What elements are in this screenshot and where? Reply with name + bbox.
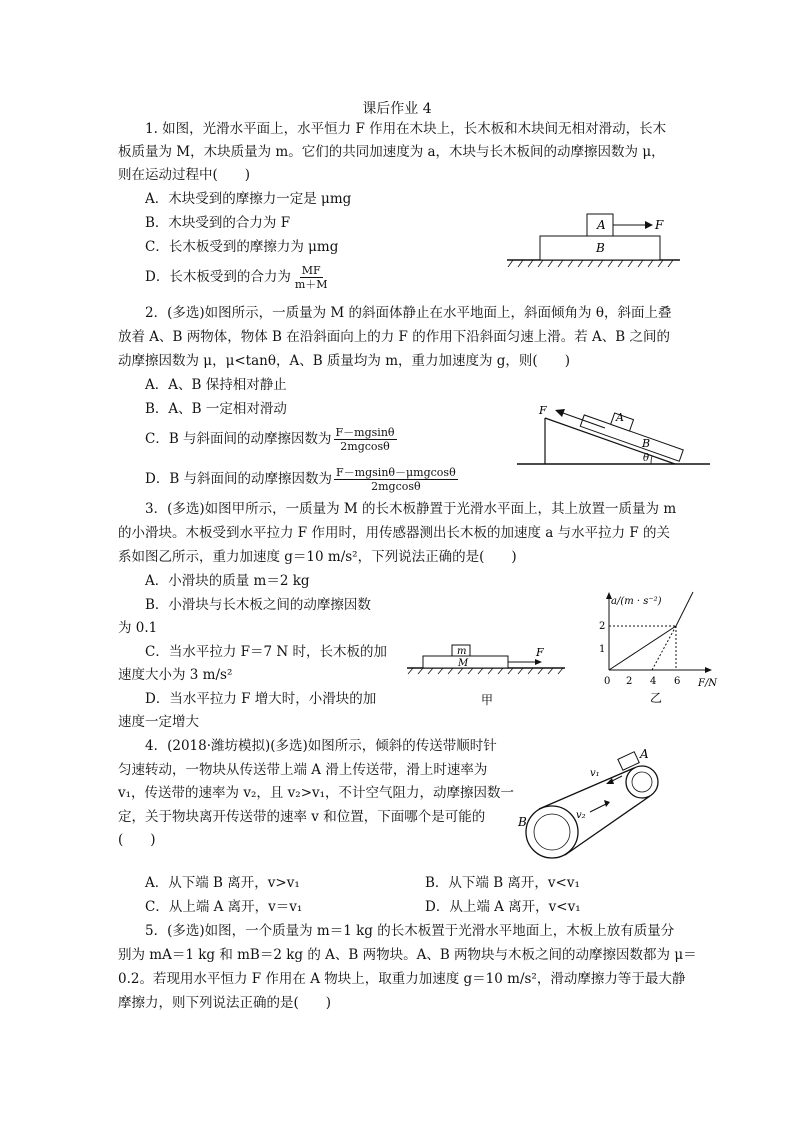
q1-option-c: C．长木板受到的摩擦力为 μmg <box>145 239 339 255</box>
q4-stem-line-5: ( ) <box>118 832 156 848</box>
line-segment-1 <box>609 626 676 670</box>
q4-option-b: B．从下端 B 离开，v<v₁ <box>425 875 580 891</box>
page-title: 课后作业 4 <box>362 101 432 117</box>
v2-arrow-icon <box>604 800 610 807</box>
force-label: F <box>536 646 544 659</box>
block-a-label: A <box>597 218 606 232</box>
q4-option-d: D．从上端 A 离开，v<v₁ <box>425 899 581 915</box>
q2-option-d <box>145 466 458 493</box>
upper-pulley <box>626 766 658 798</box>
fraction-numerator: F－mgsinθ－μmgcosθ <box>336 466 456 479</box>
force-arrow-icon <box>645 221 653 229</box>
fraction-numerator: MF <box>301 264 321 277</box>
q2-option-c <box>145 426 397 453</box>
fraction-denominator: 2mgcosθ <box>340 440 390 453</box>
q1-figure <box>505 205 685 270</box>
point-a-label: A <box>640 747 649 761</box>
q2-option-d-fraction <box>334 466 458 493</box>
belt-top <box>539 768 634 809</box>
q3-stem-line-3: 系如图乙所示，重力加速度 g＝10 m/s²，下列说法正确的是( ) <box>118 549 517 565</box>
q2-stem-line-3: 动摩擦因数为 μ，μ<tanθ，A、B 质量均为 m，重力加速度为 g，则( ) <box>118 353 570 369</box>
q4-stem-line-2: 匀速转动，一物块从传送带上端 A 滑上传送带，滑上时速率为 <box>118 762 488 778</box>
force-label: F <box>539 404 547 417</box>
q1-option-b: B．木块受到的合力为 F <box>145 215 291 231</box>
figure-caption-yi: 乙 <box>650 691 663 705</box>
figure-caption-jia: 甲 <box>481 693 494 707</box>
x-axis-label: F/N <box>698 678 718 689</box>
force-arrow-icon <box>555 409 565 417</box>
v2-label: v₂ <box>576 810 586 821</box>
q1-stem-line-2: 板质量为 M，木块质量为 m。它们的共同加速度为 a，木块与长木板间的动摩擦因数为 μ， <box>118 144 665 160</box>
x-tick-label: 6 <box>674 676 681 687</box>
q3-figure-yi <box>595 590 730 705</box>
q2-stem-line-2: 放着 A、B 两物体，物体 B 在沿斜面向上的力 F 的作用下沿斜面匀速上滑。若 A、B 之间的 <box>118 329 670 345</box>
q2-option-d-text: D．B 与斜面间的动摩擦因数为 <box>145 471 333 487</box>
q1-option-a: A．木块受到的摩擦力一定是 μmg <box>145 191 352 207</box>
v1-label: v₁ <box>590 768 600 779</box>
line-segment-2 <box>676 592 693 626</box>
block-a-label: A <box>616 411 624 424</box>
y-tick-label: 2 <box>599 621 606 632</box>
x-tick-label: 0 <box>604 676 611 687</box>
line-extension <box>652 626 676 670</box>
q1-option-d <box>145 264 330 291</box>
q4-stem-line-4: 定，关于物块离开传送带的速率 v 和位置，下面哪个是可能的 <box>118 809 486 825</box>
y-axis-label: a/(m · s⁻²) <box>611 596 662 607</box>
q5-stem-line-1: 5．(多选)如图，一个质量为 m＝1 kg 的长木板置于光滑水平地面上，木板上放有质量分 <box>145 923 675 939</box>
q2-stem-line-1: 2．(多选)如图所示，一质量为 M 的斜面体静止在水平地面上，斜面倾角为 θ，斜面上叠 <box>145 305 672 321</box>
q3-option-c-cont: 速度大小为 3 m/s² <box>118 667 233 683</box>
y-tick-label: 1 <box>599 644 606 655</box>
q3-option-b-cont: 为 0.1 <box>118 620 158 636</box>
q4-stem-line-3: v₁，传送带的速率为 v₂，且 v₂>v₁，不计空气阻力，动摩擦因数一 <box>118 785 515 801</box>
q1-option-d-text: D．长木板受到的合力为 <box>145 269 291 285</box>
force-label: F <box>655 218 664 232</box>
force-arrow-icon <box>535 659 542 665</box>
q5-stem-line-2: 别为 mA＝1 kg 和 mB＝2 kg 的 A、B 两物块。A、B 两物块与木板之间的动摩擦因数都为 μ＝ <box>118 947 697 963</box>
x-axis-arrow-icon <box>705 667 712 673</box>
x-tick-label: 2 <box>626 676 633 687</box>
q4-figure <box>510 740 675 865</box>
fraction-numerator: F－mgsinθ <box>335 426 395 439</box>
q2-option-c-text: C．B 与斜面间的动摩擦因数为 <box>145 431 332 447</box>
q3-stem-line-1: 3．(多选)如图甲所示，一质量为 M 的长木板静置于光滑水平面上，其上放置一质量为 m <box>145 501 677 517</box>
q5-stem-line-3: 0.2。若现用水平恒力 F 作用在 A 物块上，取重力加速度 g＝10 m/s²，滑动摩擦力等于最大静 <box>118 971 686 987</box>
x-tick-label: 4 <box>650 676 657 687</box>
q2-figure <box>515 398 715 470</box>
block-m-label: m <box>457 646 467 657</box>
q3-option-b: B．小滑块与长木板之间的动摩擦因数 <box>145 597 371 613</box>
board-m-label: M <box>458 658 469 669</box>
fraction-denominator: 2mgcosθ <box>371 480 421 493</box>
q3-stem-line-2: 的小滑块。木板受到水平拉力 F 作用时，用传感器测出长木板的加速度 a 与水平拉力 F 的关 <box>118 525 671 541</box>
q3-option-d: D．当水平拉力 F 增大时，小滑块的加 <box>145 691 377 707</box>
q2-option-a: A．A、B 保持相对静止 <box>145 377 287 393</box>
q5-stem-line-4: 摩擦力，则下列说法正确的是( ) <box>118 995 332 1011</box>
q3-option-c: C．当水平拉力 F＝7 N 时，长木板的加 <box>145 644 387 660</box>
q4-option-a: A．从下端 B 离开，v>v₁ <box>145 875 300 891</box>
q4-stem-line-1: 4．(2018·潍坊模拟)(多选)如图所示，倾斜的传送带顺时针 <box>145 738 497 754</box>
q2-option-b: B．A、B 一定相对滑动 <box>145 401 287 417</box>
q3-option-d-cont: 速度一定增大 <box>118 714 199 730</box>
board-b-label: B <box>596 241 605 255</box>
angle-label: θ <box>643 453 650 464</box>
q1-option-d-fraction <box>293 264 330 291</box>
point-b-label: B <box>518 815 527 829</box>
q1-stem-line-1: 1. 如图，光滑水平面上，水平恒力 F 作用在木块上，长木板和木块间无相对滑动，长木 <box>145 121 667 137</box>
q1-stem-line-3: 则在运动过程中( ) <box>118 167 251 183</box>
q2-option-c-fraction <box>334 426 397 453</box>
block-b-label: B <box>642 437 651 450</box>
q3-option-a: A．小滑块的质量 m＝2 kg <box>145 573 310 589</box>
fraction-denominator: m＋M <box>294 278 328 291</box>
q4-option-c: C．从上端 A 离开，v＝v₁ <box>145 899 303 915</box>
q3-figure-jia <box>405 638 570 708</box>
